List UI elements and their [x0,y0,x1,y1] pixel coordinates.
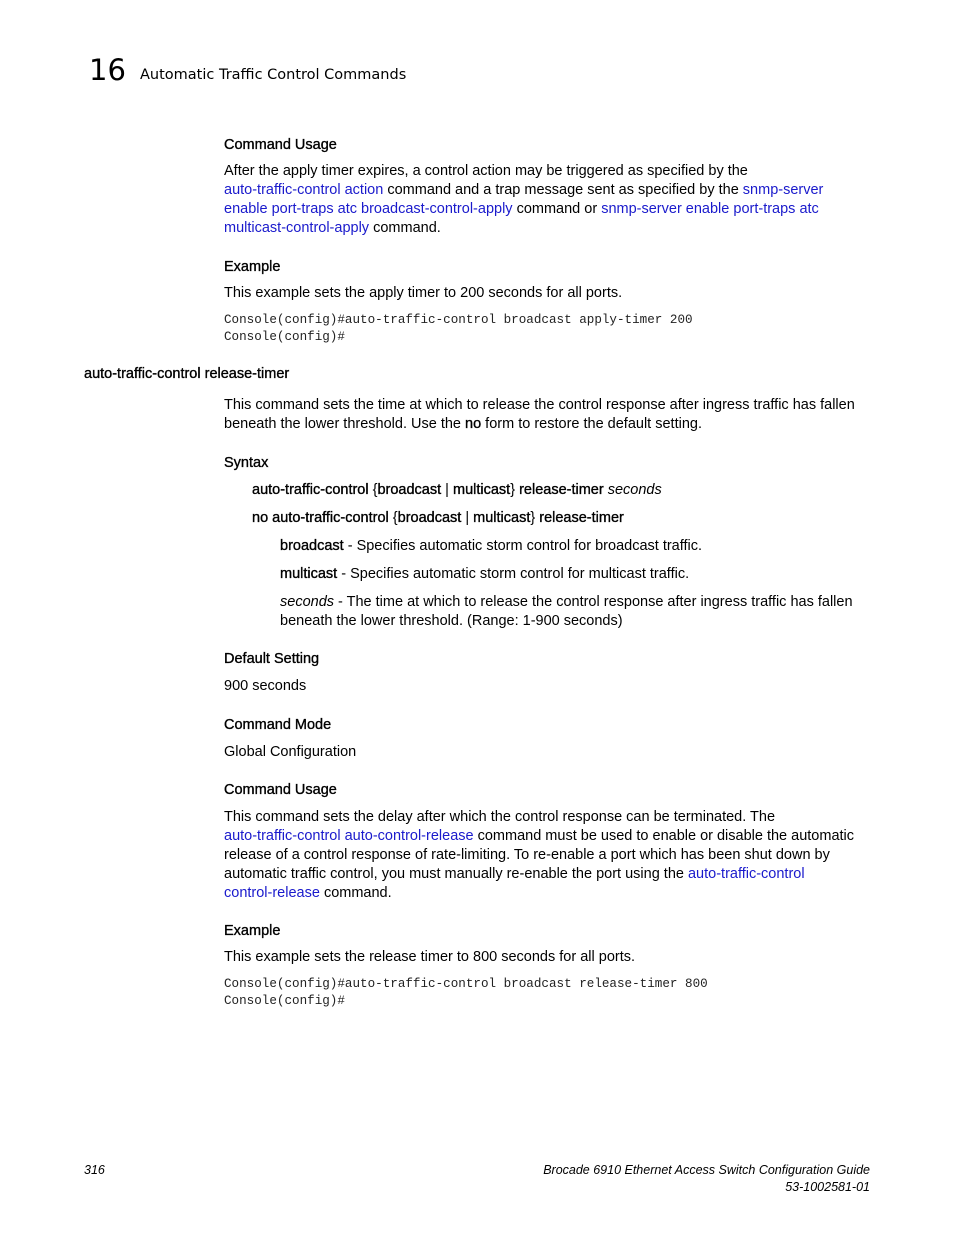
syntax-punct: { [388,510,398,526]
release-example-text: This example sets the release timer to 800 seconds for all ports. [224,949,636,965]
text-run: command or [512,201,602,217]
usage-line [224,884,874,903]
apply-usage-text [224,162,874,238]
chapter-title: Automatic Traffic Control Commands [140,67,407,83]
param-multicast [280,565,880,584]
text-run: command must be used to enable or disable the automatic [473,828,855,844]
keyword-no: no [465,416,482,432]
description-line: This command sets the time at which to release the control response after ingress traffic has fallen [224,397,855,413]
param-name: multicast [280,566,338,582]
link-snmp-server-multicast[interactable]: multicast-control-apply [224,220,370,236]
syntax-keyword: auto-traffic-control [252,482,369,498]
syntax-heading: Syntax [224,455,269,471]
syntax-line-2 [252,509,902,528]
link-snmp-server-broadcast[interactable]: enable port-traps atc broadcast-control-apply [224,201,513,217]
release-code-line: Console(config)#auto-traffic-control broadcast release-timer 800 [224,977,708,991]
doc-number: 53-1002581-01 [785,1180,870,1194]
usage-line: release of a control response of rate-limiting. To re-enable a port which has been shut down by [224,847,830,863]
syntax-keyword: no auto-traffic-control [252,510,389,526]
syntax-keyword: broadcast [377,482,442,498]
param-desc: - Specifies automatic storm control for broadcast traffic. [343,538,703,554]
param-name: broadcast [280,538,344,554]
syntax-keyword: multicast [452,482,511,498]
link-control-release[interactable]: auto-traffic-control [687,866,805,882]
syntax-punct: | [461,510,474,526]
param-desc: - The time at which to release the control response after ingress traffic has fallen [334,594,853,610]
link-auto-control-release[interactable]: auto-traffic-control auto-control-release [224,828,474,844]
syntax-keyword: multicast [473,510,531,526]
text-run: command. [369,220,441,236]
default-value: 900 seconds [224,678,307,694]
apply-usage-line: After the apply timer expires, a control action may be triggered as specified by the [224,163,748,179]
param-broadcast [280,537,880,556]
apply-code-line: Console(config)# [224,330,345,344]
syntax-keyword: release-timer [539,510,624,526]
param-desc: - Specifies automatic storm control for multicast traffic. [337,566,690,582]
text-run: command and a trap message sent as specified by the [383,182,743,198]
guide-title: Brocade 6910 Ethernet Access Switch Configuration Guide [543,1163,870,1177]
syntax-argument: seconds [603,482,662,498]
text-run: command. [319,885,392,901]
syntax-punct: } [530,510,540,526]
syntax-line-1 [252,481,902,500]
link-snmp-server-multicast[interactable]: snmp-server enable port-traps atc [601,201,819,217]
description-line [224,415,874,434]
usage-line: This command sets the delay after which the control response can be terminated. The [224,809,776,825]
usage-line [224,827,874,846]
text-run: form to restore the default setting. [481,416,702,432]
syntax-keyword: release-timer [519,482,604,498]
param-line: beneath the lower threshold. (Range: 1-900 seconds) [280,613,623,629]
apply-usage-line [224,181,874,200]
text-run: automatic traffic control, you must manually re-enable the port using the [224,866,688,882]
param-name: seconds [280,594,335,610]
release-usage-heading: Command Usage [224,782,337,798]
apply-code-line: Console(config)#auto-traffic-control broadcast apply-timer 200 [224,313,693,327]
link-auto-traffic-control-action[interactable]: auto-traffic-control action [224,182,384,198]
apply-example-text: This example sets the apply timer to 200 seconds for all ports. [224,285,623,301]
release-usage-text [224,808,874,903]
default-heading: Default Setting [224,651,320,667]
release-example-heading: Example [224,923,281,939]
page-number: 316 [84,1163,105,1177]
mode-heading: Command Mode [224,717,332,733]
text-run: beneath the lower threshold. Use the [224,416,466,432]
release-code-line: Console(config)# [224,994,345,1008]
link-snmp-server-broadcast[interactable]: snmp-server [742,182,824,198]
syntax-punct: } [510,482,520,498]
chapter-number: 16 [89,53,126,87]
syntax-punct: | [441,482,453,498]
apply-usage-line [224,219,874,238]
syntax-punct: { [368,482,378,498]
mode-value: Global Configuration [224,744,357,760]
command-description [224,396,874,434]
apply-example-heading: Example [224,259,281,275]
apply-usage-heading: Command Usage [224,137,337,153]
link-control-release[interactable]: control-release [224,885,320,901]
usage-line [224,865,874,884]
apply-usage-line [224,200,874,219]
param-seconds [280,593,880,631]
param-line [280,593,880,612]
syntax-keyword: broadcast [397,510,462,526]
command-heading: auto-traffic-control release-timer [84,366,290,382]
